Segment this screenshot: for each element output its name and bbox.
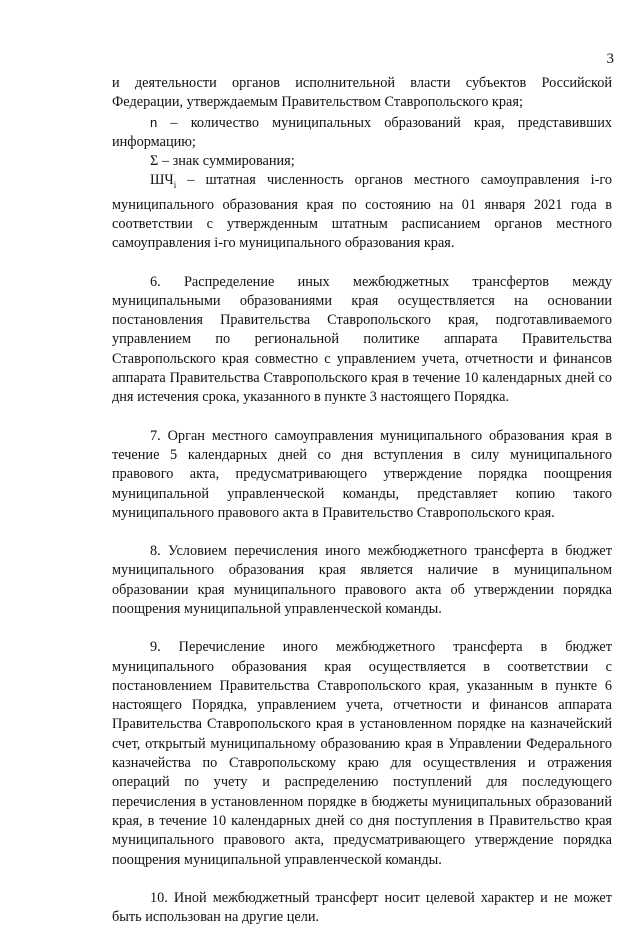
paragraph-8: 8. Условием перечисления иного межбюджетного трансферта в бюджет муниципального образования края является наличие в муниципальном образовании края муниципального правового акта об утверждении порядка поощрения муниципальной управленческой команды. [112, 543, 612, 617]
page-number: 3 [606, 51, 614, 67]
symbol-n: n [150, 114, 158, 130]
paragraph-7: 7. Орган местного самоуправления муниципального образования края в течение 5 календарных дней со дня вступления в силу муниципального правового акта, предусматривающего утверждение порядка поощрения муниципальной управленческой команды, представляет копию такого муниципального правового акта в Правительство Ставропольского края. [112, 427, 612, 521]
symbol-sch-subscript: i [173, 180, 177, 191]
definition-n [112, 113, 612, 153]
document-body [112, 74, 612, 927]
symbol-sch: ШЧ [150, 172, 174, 189]
definition-sigma: Σ – знак суммирования; [150, 153, 295, 170]
paragraph-9: 9. Перечисление иного межбюджетного трансферта в бюджет муниципального образования края осуществляется в соответствии с постановлением Правительства Ставропольского края, указанным в пункте 6 настоящего Порядка, управлением учета, отчетности и финансов аппарата Правительства Ставропольского края в установленном порядке на казначейский счет, открытый муниципальному образованию края в Управлении Федерального казначейства по Ставропольскому краю для осуществления и отражения операций по учету и распределению поступлений для последующего перечисления в установленном порядке в бюджеты муниципальных образований края, в течение 10 календарных дней со дня поступления в Правительство края муниципального правового акта, предусматривающего утверждение порядка поощрения муниципальной управленческой команды. [112, 639, 612, 868]
spacer [112, 619, 612, 638]
spacer [112, 870, 612, 889]
paragraph-6: 6. Распределение иных межбюджетных трансфертов между муниципальными образованиями края осуществляется на основании постановления Правительства Ставропольского края, подготавливаемого управлением по региональной политике аппарата Правительства Ставропольского края совместно с управлением учета, отчетности и финансов аппарата Правительства Ставропольского края в течение 10 календарных дней со дня истечения срока, указанного в пункте 3 настоящего Порядка. [112, 273, 612, 406]
paragraph-continuation: и деятельности органов исполнительной власти субъектов Российской Федерации, утверждаемым Правительством Ставропольского края; [112, 75, 612, 111]
spacer [112, 523, 612, 542]
definition-sch-text: – штатная численность органов местного самоуправления i-го муниципального образования края по состоянию на 01 января 2021 года в соответствии с утвержденным штатным расписанием органов местного самоуправления i-го муниципального образования края. [112, 172, 612, 252]
definition-n-text: – количество муниципальных образований края, представивших информацию; [112, 114, 612, 150]
paragraph-10: 10. Иной межбюджетный трансферт носит целевой характер и не может быть использован на другие цели. [112, 889, 612, 926]
spacer [112, 408, 612, 427]
spacer [112, 254, 612, 273]
definition-sch [112, 171, 612, 253]
